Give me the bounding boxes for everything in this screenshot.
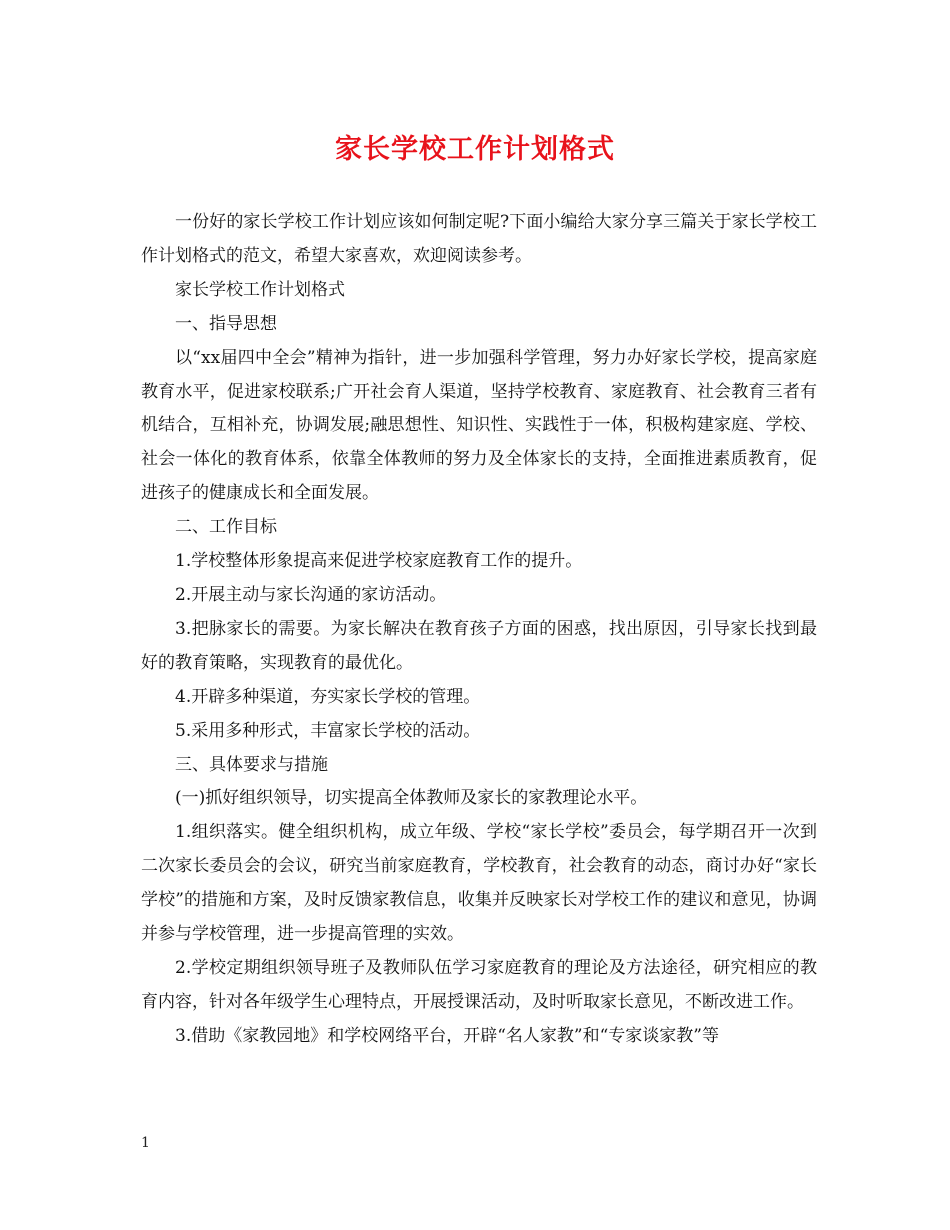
paragraph-intro: 一份好的家长学校工作计划应该如何制定呢?下面小编给大家分享三篇关于家长学校工作计划格式的范文，希望大家喜欢，欢迎阅读参考。 [141,212,817,266]
goal-item-5: 5.采用多种形式，丰富家长学校的活动。 [175,720,481,741]
goal-item-1: 1.学校整体形象提高来促进学校家庭教育工作的提升。 [175,551,583,572]
subsection-heading-organization: (一)抓好组织领导，切实提高全体教师及家长的家教理论水平。 [175,788,648,809]
page-number: 1 [141,1135,150,1151]
document-title: 家长学校工作计划格式 [335,134,615,165]
section-heading-work-goals: 二、工作目标 [175,517,277,538]
paragraph-guiding-thought: 以“xx届四中全会”精神为指针，进一步加强科学管理，努力办好家长学校，提高家庭教育水平，促进家校联系;广开社会育人渠道，坚持学校教育、家庭教育、社会教育三者有机结合，互相补充，协调发展;融思想性、知识性、实践性于一体，积极构建家庭、学校、社会一体化的教育体系，依靠全体教师的努力及全体家长的支持，全面推进素质教育，促进孩子的健康成长和全面发展。 [141,347,817,504]
document-body [141,206,817,1054]
paragraph-subtitle: 家长学校工作计划格式 [175,279,345,300]
section-heading-requirements: 三、具体要求与措施 [175,754,328,775]
section-heading-guiding-thought: 一、指导思想 [175,313,277,334]
measure-item-1: 1.组织落实。健全组织机构，成立年级、学校“家长学校”委员会，每学期召开一次到二次家长委员会的会议，研究当前家庭教育，学校教育，社会教育的动态，商讨办好“家长学校”的措施和方案，及时反馈家教信息，收集并反映家长对学校工作的建议和意见，协调并参与学校管理，进一步提高管理的实效。 [141,822,817,945]
goal-item-2: 2.开展主动与家长沟通的家访活动。 [175,584,447,605]
measure-item-3: 3.借助《家教园地》和学校网络平台，开辟“名人家教”和“专家谈家教”等 [175,1025,719,1046]
goal-item-4: 4.开辟多种渠道，夯实家长学校的管理。 [175,686,481,707]
goal-item-3: 3.把脉家长的需要。为家长解决在教育孩子方面的困惑，找出原因，引导家长找到最好的教育策略，实现教育的最优化。 [141,618,817,673]
measure-item-2: 2.学校定期组织领导班子及教师队伍学习家庭教育的理论及方法途径，研究相应的教育内容，针对各年级学生心理特点，开展授课活动，及时听取家长意见，不断改进工作。 [141,957,817,1012]
